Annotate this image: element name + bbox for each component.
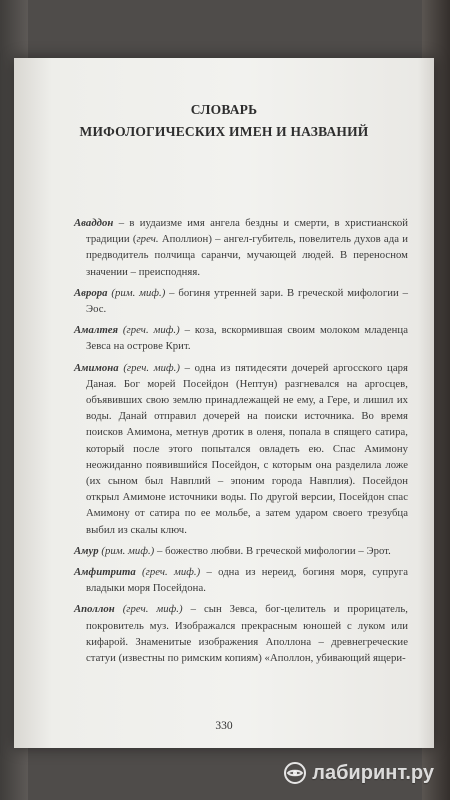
term-apollon: Аполлон — [74, 603, 115, 616]
definition-avaddon-part-2: Аполлион) – ангел-губитель, повелитель духов ада и предводитель полчища саранчи, мучающей людей. В переносном значении – преисподняя. — [86, 233, 409, 278]
source-amfitrita: (греч. миф.) — [142, 566, 201, 579]
dictionary-entry-amfitrita — [74, 564, 408, 596]
dictionary-entry-amalteya — [74, 322, 408, 354]
dictionary-entry-amimona — [74, 360, 408, 538]
definition-avrora: – богиня утренней зари. В греческой мифологии – Эос. — [86, 286, 408, 316]
term-amimona: Амимона — [74, 361, 119, 374]
definition-avaddon-part-1: – в иудаизме имя ангела бездны и смерти, в христианской традиции ( — [86, 217, 408, 246]
page-heading — [14, 99, 434, 143]
term-avrora: Аврора — [74, 286, 108, 299]
definition-amfitrita: – одна из нереид, богиня моря, супруга владыки моря Посейдона. — [86, 566, 408, 595]
book-page — [14, 58, 434, 748]
source-avrora: (рим. миф.) — [111, 286, 166, 299]
dictionary-entry-amur — [74, 543, 408, 559]
definition-amalteya: – коза, вскормившая своим молоком младенца Зевса на острове Крит. — [86, 324, 408, 353]
source-apollon: (греч. миф.) — [122, 603, 183, 616]
watermark-text: лабиринт.ру — [312, 762, 434, 784]
page-number: 330 — [215, 720, 233, 732]
dictionary-entry-avaddon — [74, 215, 408, 280]
definition-amimona: – одна из пятидесяти дочерей аргосского царя Даная. Бог морей Посейдон (Нептун) разгневался на аргосцев, объявивших свою землю принадлежащей не ему, а Гере, и лишил их воды. Данай отправил дочерей на поиски источника. Во время поисков Амимона, метнув дротик в оленя, попала в спящего сатира, который после этого попытался овладеть ею. Спас Амимону неожиданно появившийся Посейдон, с которым она разделила ложе (их сыном был Навплий – эпоним города Навплия). Посейдон открыл Амимоне источники воды. По другой версии, Посейдон спас Амимону от сатира по ее мольбе, а затем ударом своего трезубца выбил из скалы ключ. — [86, 361, 408, 536]
labyrinth-watermark — [283, 761, 434, 785]
labyrinth-logo-icon — [283, 761, 307, 785]
source-amalteya: (греч. миф.) — [122, 324, 180, 337]
term-avaddon: Аваддон — [74, 217, 114, 229]
definition-apollon: – сын Зевса, бог-целитель и прорицатель, покровитель муз. Изображался прекрасным юношей с луком или кифарой. Знаменитые изображения Аполлона – древнегреческие статуи (известны по римским копиям) «Аполлон, убивающий ящери- — [86, 603, 408, 665]
dictionary-entry-avrora — [74, 285, 408, 317]
dictionary-title: СЛОВАРЬ — [190, 102, 258, 117]
term-amfitrita: Амфитрита — [74, 566, 136, 579]
source-amimona: (греч. миф.) — [123, 361, 180, 374]
source-avaddon: греч. — [136, 233, 159, 246]
source-amur: (рим. миф.) — [101, 544, 155, 557]
definition-amur: – божество любви. В греческой мифологии – Эрот. — [157, 544, 391, 557]
dictionary-subtitle: МИФОЛОГИЧЕСКИХ ИМЕН И НАЗВАНИЙ — [79, 124, 369, 139]
dictionary-entry-apollon — [74, 601, 408, 666]
term-amur: Амур — [74, 544, 99, 557]
dictionary-entries — [74, 215, 408, 671]
term-amalteya: Амалтея — [74, 324, 119, 337]
